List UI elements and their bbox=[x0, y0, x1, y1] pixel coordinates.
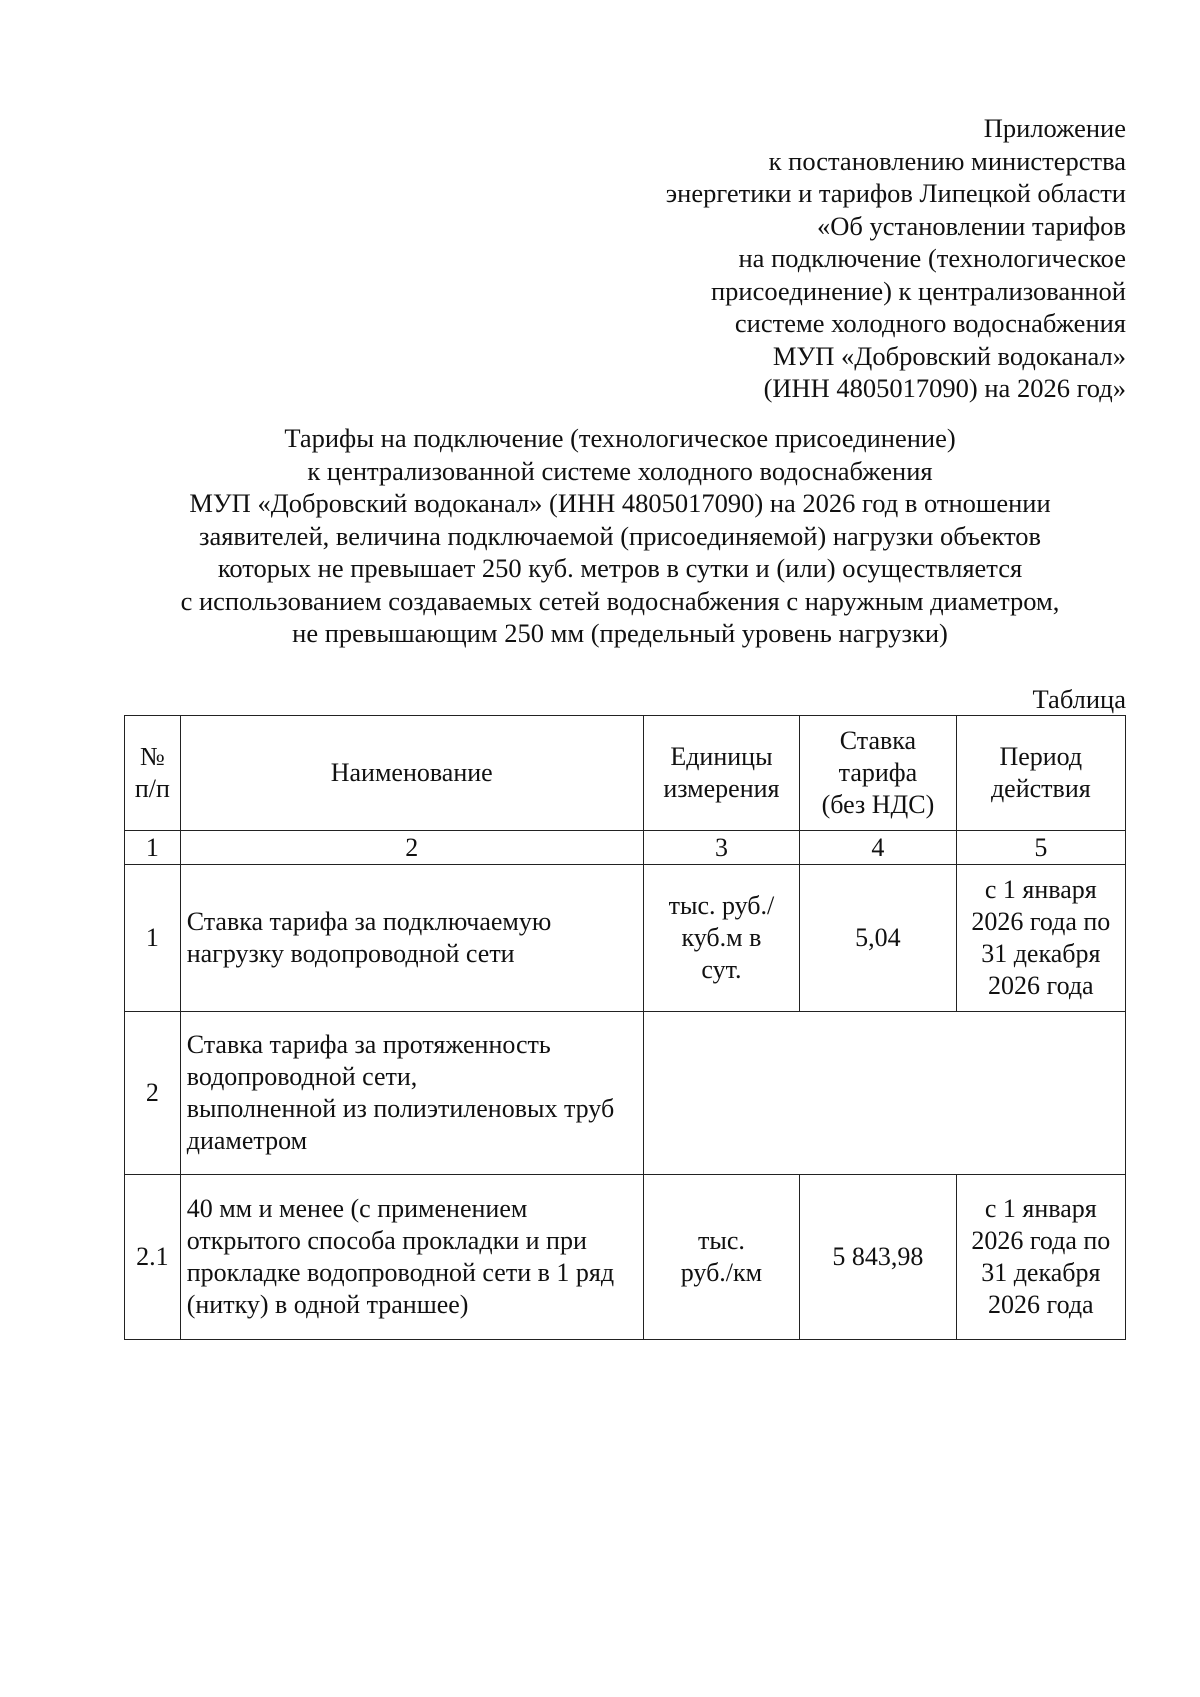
column-number: 5 bbox=[956, 831, 1125, 865]
appendix-line: энергетики и тарифов Липецкой области bbox=[665, 178, 1126, 208]
row-rate: 5 843,98 bbox=[800, 1175, 956, 1340]
appendix-line: (ИНН 4805017090) на 2026 год» bbox=[763, 373, 1126, 403]
tariffs-table bbox=[124, 715, 1126, 1340]
appendix-line: Приложение bbox=[983, 113, 1126, 143]
appendix-line: на подключение (технологическое bbox=[738, 243, 1126, 273]
table-row bbox=[125, 1175, 1126, 1340]
document-title bbox=[110, 422, 1130, 650]
column-number: 2 bbox=[180, 831, 643, 865]
title-line: Тарифы на подключение (технологическое присоединение) bbox=[284, 423, 956, 453]
row-period: с 1 января 2026 года по 31 декабря 2026 года bbox=[956, 865, 1125, 1012]
title-line: которых не превышает 250 куб. метров в сутки и (или) осуществляется bbox=[217, 553, 1023, 583]
title-line: заявителей, величина подключаемой (присоединяемой) нагрузки объектов bbox=[199, 520, 1041, 551]
column-number-row bbox=[125, 831, 1126, 865]
row-number: 2.1 bbox=[125, 1175, 181, 1340]
appendix-line: присоединение) к централизованной bbox=[710, 275, 1126, 306]
title-line: с использованием создаваемых сетей водоснабжения с наружным диаметром, bbox=[180, 585, 1060, 616]
column-number: 1 bbox=[125, 831, 181, 865]
appendix-line: МУП «Добровский водоканал» bbox=[772, 340, 1126, 371]
row-rate: 5,04 bbox=[800, 865, 956, 1012]
column-number: 3 bbox=[643, 831, 799, 865]
header-period: Период действия bbox=[956, 716, 1125, 831]
row-unit: тыс. руб./ куб.м в сут. bbox=[643, 865, 799, 1012]
table-header-row bbox=[125, 716, 1126, 831]
header-rate: Ставка тарифа (без НДС) bbox=[800, 716, 956, 831]
row-number: 1 bbox=[125, 865, 181, 1012]
table-caption: Таблица bbox=[1032, 684, 1126, 714]
row-name: 40 мм и менее (с применением открытого способа прокладки и при прокладке водопроводной сети в 1 ряд (нитку) в одной траншее) bbox=[180, 1175, 643, 1340]
header-number: № п/п bbox=[125, 716, 181, 831]
header-name: Наименование bbox=[180, 716, 643, 831]
title-line: к централизованной системе холодного водоснабжения bbox=[307, 455, 933, 486]
header-unit: Единицы измерения bbox=[643, 716, 799, 831]
empty-merged-cell bbox=[643, 1012, 1125, 1175]
appendix-line: к постановлению министерства bbox=[768, 145, 1126, 176]
row-unit: тыс. руб./км bbox=[643, 1175, 799, 1340]
title-line: МУП «Добровский водоканал» (ИНН 4805017090) на 2026 год в отношении bbox=[189, 488, 1051, 518]
appendix-header bbox=[566, 112, 1126, 405]
row-number: 2 bbox=[125, 1012, 181, 1175]
table-row bbox=[125, 865, 1126, 1012]
row-name: Ставка тарифа за протяженность водопроводной сети, выполненной из полиэтиленовых труб диаметром bbox=[180, 1012, 643, 1175]
table-row bbox=[125, 1012, 1126, 1175]
title-line: не превышающим 250 мм (предельный уровень нагрузки) bbox=[292, 618, 948, 648]
appendix-line: «Об установлении тарифов bbox=[817, 210, 1126, 241]
row-name: Ставка тарифа за подключаемую нагрузку водопроводной сети bbox=[180, 865, 643, 1012]
row-period: с 1 января 2026 года по 31 декабря 2026 года bbox=[956, 1175, 1125, 1340]
column-number: 4 bbox=[800, 831, 956, 865]
appendix-line: системе холодного водоснабжения bbox=[734, 308, 1126, 338]
